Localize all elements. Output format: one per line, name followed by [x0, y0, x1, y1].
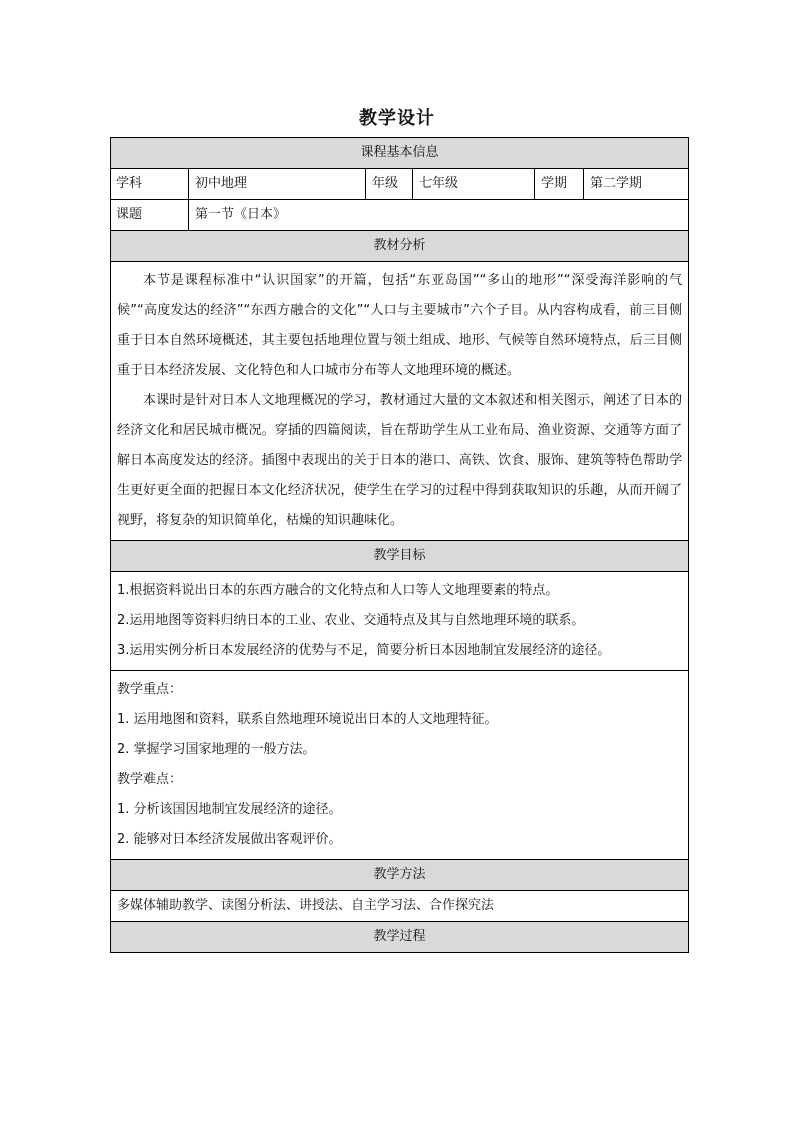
- textbook-analysis-row: [111, 262, 689, 541]
- textbook-analysis-body: [111, 262, 689, 541]
- basic-info-header: 课程基本信息: [111, 138, 689, 169]
- objective-item: 3.运用实例分析日本发展经济的优势与不足，简要分析日本因地制宜发展经济的途径。: [117, 643, 611, 658]
- key-points-body: [111, 671, 689, 860]
- difficult-points-label: 教学难点：: [117, 772, 183, 787]
- grade-value: 七年级: [413, 169, 535, 200]
- textbook-analysis-header: 教材分析: [111, 231, 689, 262]
- basic-info-header-row: [111, 138, 689, 169]
- document-title: 教学设计: [359, 108, 435, 129]
- objectives-header: 教学目标: [111, 541, 689, 572]
- process-header-row: [111, 922, 689, 953]
- key-point-item: 1. 运用地图和资料，联系自然地理环境说出日本的人文地理特征。: [117, 712, 498, 727]
- term-label: 学期: [535, 169, 584, 200]
- objective-item: 1.根据资料说出日本的东西方融合的文化特点和人口等人文地理要素的特点。: [117, 583, 559, 598]
- lesson-plan-table: [110, 137, 689, 953]
- methods-header: 教学方法: [111, 860, 689, 891]
- objective-item: 2.运用地图等资料归纳日本的工业、农业、交通特点及其与自然地理环境的联系。: [117, 613, 585, 628]
- methods-text: 多媒体辅助教学、读图分析法、讲授法、自主学习法、合作探究法: [111, 891, 689, 922]
- subject-row: [111, 169, 689, 200]
- subject-value: 初中地理: [189, 169, 366, 200]
- methods-row: [111, 891, 689, 922]
- textbook-analysis-header-row: [111, 231, 689, 262]
- methods-header-row: [111, 860, 689, 891]
- difficult-point-item: 1. 分析该国因地制宜发展经济的途径。: [117, 802, 342, 817]
- objectives-header-row: [111, 541, 689, 572]
- objectives-row: [111, 572, 689, 671]
- objectives-body: [111, 572, 689, 671]
- difficult-point-item: 2. 能够对日本经济发展做出客观评价。: [117, 832, 342, 847]
- term-value: 第二学期: [584, 169, 689, 200]
- topic-row: [111, 200, 689, 231]
- analysis-paragraph: 本节是课程标准中“认识国家”的开篇，包括“东亚岛国”“多山的地形”“深受海洋影响的气候”“高度发达的经济”“东西方融合的文化”“人口与主要城市”六个子目。从内容构成看，前三目侧重于日本自然环境概述，其主要包括地理位置与领土组成、地形、气候等自然环境特点，后三目侧重于日本经济发展、文化特色和人口城市分布等人文地理环境的概述。: [117, 273, 683, 378]
- grade-label: 年级: [366, 169, 413, 200]
- topic-value: 第一节《日本》: [189, 200, 689, 231]
- key-point-item: 2. 掌握学习国家地理的一般方法。: [117, 742, 316, 757]
- key-points-label: 教学重点：: [117, 682, 183, 697]
- subject-label: 学科: [111, 169, 189, 200]
- analysis-paragraph: 本课时是针对日本人文地理概况的学习，教材通过大量的文本叙述和相关图示，阐述了日本的经济文化和居民城市概况。穿插的四篇阅读，旨在帮助学生从工业布局、渔业资源、交通等方面了解日本高度发达的经济。插图中表现出的关于日本的港口、高铁、饮食、服饰、建筑等特色帮助学生更好更全面的把握日本文化经济状况，使学生在学习的过程中得到获取知识的乐趣，从而开阔了视野，将复杂的知识简单化，枯燥的知识趣味化。: [117, 393, 683, 528]
- key-points-row: [111, 671, 689, 860]
- topic-label: 课题: [111, 200, 189, 231]
- process-header: 教学过程: [111, 922, 689, 953]
